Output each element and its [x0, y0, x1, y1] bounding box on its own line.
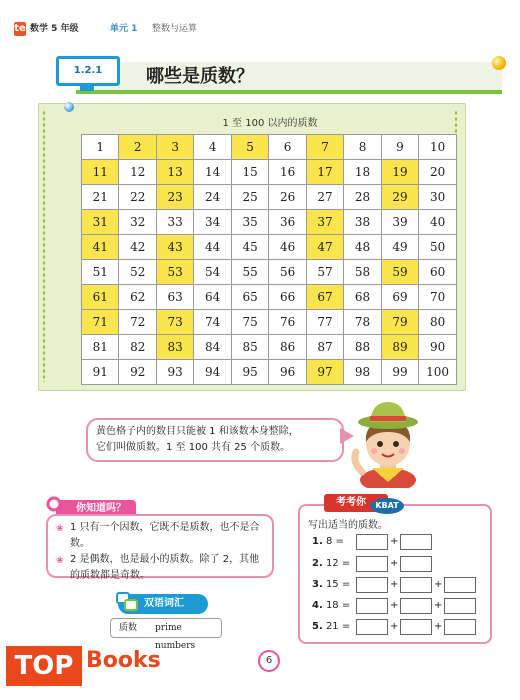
number-cell: 28 — [344, 185, 381, 210]
quiz-item-expression: 12 = — [322, 558, 351, 569]
number-cell: 48 — [344, 235, 381, 260]
number-cell: 58 — [344, 260, 381, 285]
table-row — [82, 285, 457, 310]
plus-sign: + — [390, 536, 399, 547]
board-dots-left — [42, 110, 46, 382]
number-cell: 72 — [119, 310, 156, 335]
number-cell: 36 — [269, 210, 306, 235]
table-row — [82, 235, 457, 260]
kbat-badge: KBAT — [370, 498, 404, 514]
number-cell: 38 — [344, 210, 381, 235]
fact-text-2: 2 是偶数，也是最小的质数。除了 2，其他的质数都是奇数。 — [70, 554, 260, 581]
number-cell: 22 — [119, 185, 156, 210]
number-cell: 18 — [344, 160, 381, 185]
number-cell: 49 — [381, 235, 418, 260]
number-cell: 8 — [344, 135, 381, 160]
table-row — [82, 310, 457, 335]
flower-bullet-icon: ❀ — [56, 524, 64, 534]
pushpin-icon — [64, 102, 74, 112]
number-cell: 27 — [306, 185, 343, 210]
table-row — [82, 185, 457, 210]
number-cell: 42 — [119, 235, 156, 260]
answer-box[interactable] — [356, 598, 388, 614]
prime-cell: 31 — [82, 210, 119, 235]
answer-box[interactable] — [444, 598, 476, 614]
number-cell: 69 — [381, 285, 418, 310]
speech-bubble — [86, 418, 344, 462]
number-cell: 63 — [156, 285, 193, 310]
number-cell: 57 — [306, 260, 343, 285]
number-cell: 56 — [269, 260, 306, 285]
number-cell: 74 — [194, 310, 231, 335]
number-cell: 24 — [194, 185, 231, 210]
answer-box[interactable] — [444, 619, 476, 635]
number-cell: 60 — [419, 260, 457, 285]
bubble-line-2: 它们叫做质数。1 至 100 共有 25 个质数。 — [96, 442, 291, 453]
number-cell: 100 — [419, 360, 457, 385]
answer-box[interactable] — [400, 577, 432, 593]
number-cell: 66 — [269, 285, 306, 310]
number-cell: 32 — [119, 210, 156, 235]
prime-cell: 71 — [82, 310, 119, 335]
prime-cell: 47 — [306, 235, 343, 260]
yellow-ball-icon — [492, 56, 506, 70]
glossary-label: 双语词汇 — [118, 594, 208, 614]
quiz-item-label — [312, 598, 350, 614]
number-cell: 34 — [194, 210, 231, 235]
quiz-item-label — [312, 619, 350, 635]
prime-cell: 59 — [381, 260, 418, 285]
glossary-entry — [110, 618, 222, 651]
quiz-item-number: 5. — [312, 621, 323, 632]
plus-sign: + — [434, 600, 443, 611]
number-cell: 9 — [381, 135, 418, 160]
plus-sign: + — [390, 621, 399, 632]
number-cell: 77 — [306, 310, 343, 335]
prime-cell: 13 — [156, 160, 193, 185]
answer-box[interactable] — [400, 556, 432, 572]
answer-box[interactable] — [400, 598, 432, 614]
number-cell: 33 — [156, 210, 193, 235]
answer-box[interactable] — [356, 556, 388, 572]
prime-cell: 17 — [306, 160, 343, 185]
flower-bullet-icon: ❀ — [56, 556, 64, 566]
prime-cell: 19 — [381, 160, 418, 185]
answer-box[interactable] — [356, 619, 388, 635]
scout-girl-illustration — [342, 392, 432, 488]
page-number: 6 — [258, 650, 280, 672]
quiz-item-expression: 8 = — [322, 536, 344, 547]
number-cell: 87 — [306, 335, 343, 360]
number-cell: 65 — [231, 285, 268, 310]
number-cell: 95 — [231, 360, 268, 385]
number-cell: 35 — [231, 210, 268, 235]
table-row — [82, 210, 457, 235]
number-cell: 55 — [231, 260, 268, 285]
answer-box[interactable] — [356, 534, 388, 550]
number-cell: 50 — [419, 235, 457, 260]
number-cell: 39 — [381, 210, 418, 235]
page-title: 哪些是质数？ — [146, 66, 254, 87]
quiz-item-expression: 15 = — [322, 579, 351, 590]
number-cell: 99 — [381, 360, 418, 385]
number-cell: 25 — [231, 185, 268, 210]
number-cell: 96 — [269, 360, 306, 385]
number-cell: 14 — [194, 160, 231, 185]
number-cell: 51 — [82, 260, 119, 285]
number-cell: 45 — [231, 235, 268, 260]
number-cell: 76 — [269, 310, 306, 335]
number-cell: 62 — [119, 285, 156, 310]
number-cell: 88 — [344, 335, 381, 360]
prime-cell: 53 — [156, 260, 193, 285]
plus-sign: + — [390, 558, 399, 569]
number-cell: 26 — [269, 185, 306, 210]
number-cell: 68 — [344, 285, 381, 310]
publisher-logo: te — [14, 23, 26, 34]
number-cell: 10 — [419, 135, 457, 160]
fact-text-1: 1 只有一个因数，它既不是质数，也不是合数。 — [70, 522, 260, 549]
prime-cell: 3 — [156, 135, 193, 160]
title-stripe — [76, 90, 502, 94]
number-cell: 86 — [269, 335, 306, 360]
number-cell: 80 — [419, 310, 457, 335]
number-cell: 20 — [419, 160, 457, 185]
fact-item-2 — [56, 552, 264, 584]
number-cell: 16 — [269, 160, 306, 185]
glossary-term-english: prime numbers — [155, 623, 196, 651]
prime-cell: 2 — [119, 135, 156, 160]
prime-cell: 29 — [381, 185, 418, 210]
number-cell: 54 — [194, 260, 231, 285]
number-cell: 70 — [419, 285, 457, 310]
quiz-item-expression: 18 = — [322, 600, 351, 611]
table-row — [82, 260, 457, 285]
quiz-item-number: 4. — [312, 600, 323, 611]
number-cell: 85 — [231, 335, 268, 360]
number-cell: 64 — [194, 285, 231, 310]
number-cell: 78 — [344, 310, 381, 335]
prime-cell: 73 — [156, 310, 193, 335]
answer-box[interactable] — [400, 534, 432, 550]
chat-bubbles-icon — [116, 591, 138, 613]
number-cell: 1 — [82, 135, 119, 160]
number-cell: 90 — [419, 335, 457, 360]
section-number-badge: 1.2.1 — [56, 56, 120, 86]
breadcrumb-topic: 整数与运算 — [152, 24, 198, 34]
number-cell: 84 — [194, 335, 231, 360]
breadcrumb-grade: 数学 5 年级 — [30, 24, 79, 34]
did-you-know-label: 你知道吗？ — [56, 500, 136, 518]
fact-item-1 — [56, 520, 264, 552]
quiz-instruction: 写出适当的质数。 — [308, 520, 388, 531]
quiz-item-label — [312, 556, 350, 572]
number-cell: 6 — [269, 135, 306, 160]
number-cell: 75 — [231, 310, 268, 335]
watermark-top: TOP — [6, 646, 82, 686]
number-cell: 92 — [119, 360, 156, 385]
bubble-line-1: 黄色格子内的数目只能被 1 和该数本身整除， — [96, 426, 299, 437]
prime-cell: 23 — [156, 185, 193, 210]
table-caption: 1 至 100 以内的质数 — [222, 118, 318, 129]
prime-cell: 7 — [306, 135, 343, 160]
plus-sign: + — [434, 579, 443, 590]
table-row — [82, 160, 457, 185]
number-cell: 93 — [156, 360, 193, 385]
title-bar — [76, 62, 502, 92]
table-row — [82, 360, 457, 385]
number-cell: 4 — [194, 135, 231, 160]
quiz-item-number: 2. — [312, 558, 323, 569]
quiz-item-number: 1. — [312, 536, 323, 547]
prime-cell: 37 — [306, 210, 343, 235]
number-cell: 15 — [231, 160, 268, 185]
plus-sign: + — [434, 621, 443, 632]
number-cell: 94 — [194, 360, 231, 385]
hundred-chart — [81, 134, 457, 385]
number-cell: 40 — [419, 210, 457, 235]
topbooks-watermark — [6, 644, 186, 692]
plus-sign: + — [390, 600, 399, 611]
quiz-item-number: 3. — [312, 579, 323, 590]
number-cell: 46 — [269, 235, 306, 260]
answer-box[interactable] — [400, 619, 432, 635]
number-cell: 52 — [119, 260, 156, 285]
quiz-item-label — [312, 534, 344, 550]
number-cell: 91 — [82, 360, 119, 385]
plus-sign: + — [390, 579, 399, 590]
prime-cell: 61 — [82, 285, 119, 310]
number-cell: 21 — [82, 185, 119, 210]
prime-cell: 41 — [82, 235, 119, 260]
glossary-term-chinese: 质数 — [119, 623, 138, 633]
number-cell: 44 — [194, 235, 231, 260]
breadcrumb-unit: 单元 1 — [110, 24, 138, 34]
prime-cell: 97 — [306, 360, 343, 385]
prime-cell: 79 — [381, 310, 418, 335]
quiz-label: 考考你 — [324, 494, 388, 512]
number-cell: 82 — [119, 335, 156, 360]
table-row — [82, 135, 457, 160]
number-cell: 98 — [344, 360, 381, 385]
prime-cell: 89 — [381, 335, 418, 360]
prime-cell: 67 — [306, 285, 343, 310]
watermark-books: Books — [86, 648, 161, 673]
number-cell: 12 — [119, 160, 156, 185]
page-header — [0, 0, 520, 44]
prime-cell: 5 — [231, 135, 268, 160]
quiz-item-expression: 21 = — [322, 621, 351, 632]
answer-box[interactable] — [356, 577, 388, 593]
answer-box[interactable] — [444, 577, 476, 593]
number-cell: 81 — [82, 335, 119, 360]
prime-cell: 83 — [156, 335, 193, 360]
prime-cell: 11 — [82, 160, 119, 185]
did-you-know-box — [46, 514, 274, 581]
prime-cell: 43 — [156, 235, 193, 260]
table-row — [82, 335, 457, 360]
number-cell: 30 — [419, 185, 457, 210]
quiz-item-label — [312, 577, 350, 593]
